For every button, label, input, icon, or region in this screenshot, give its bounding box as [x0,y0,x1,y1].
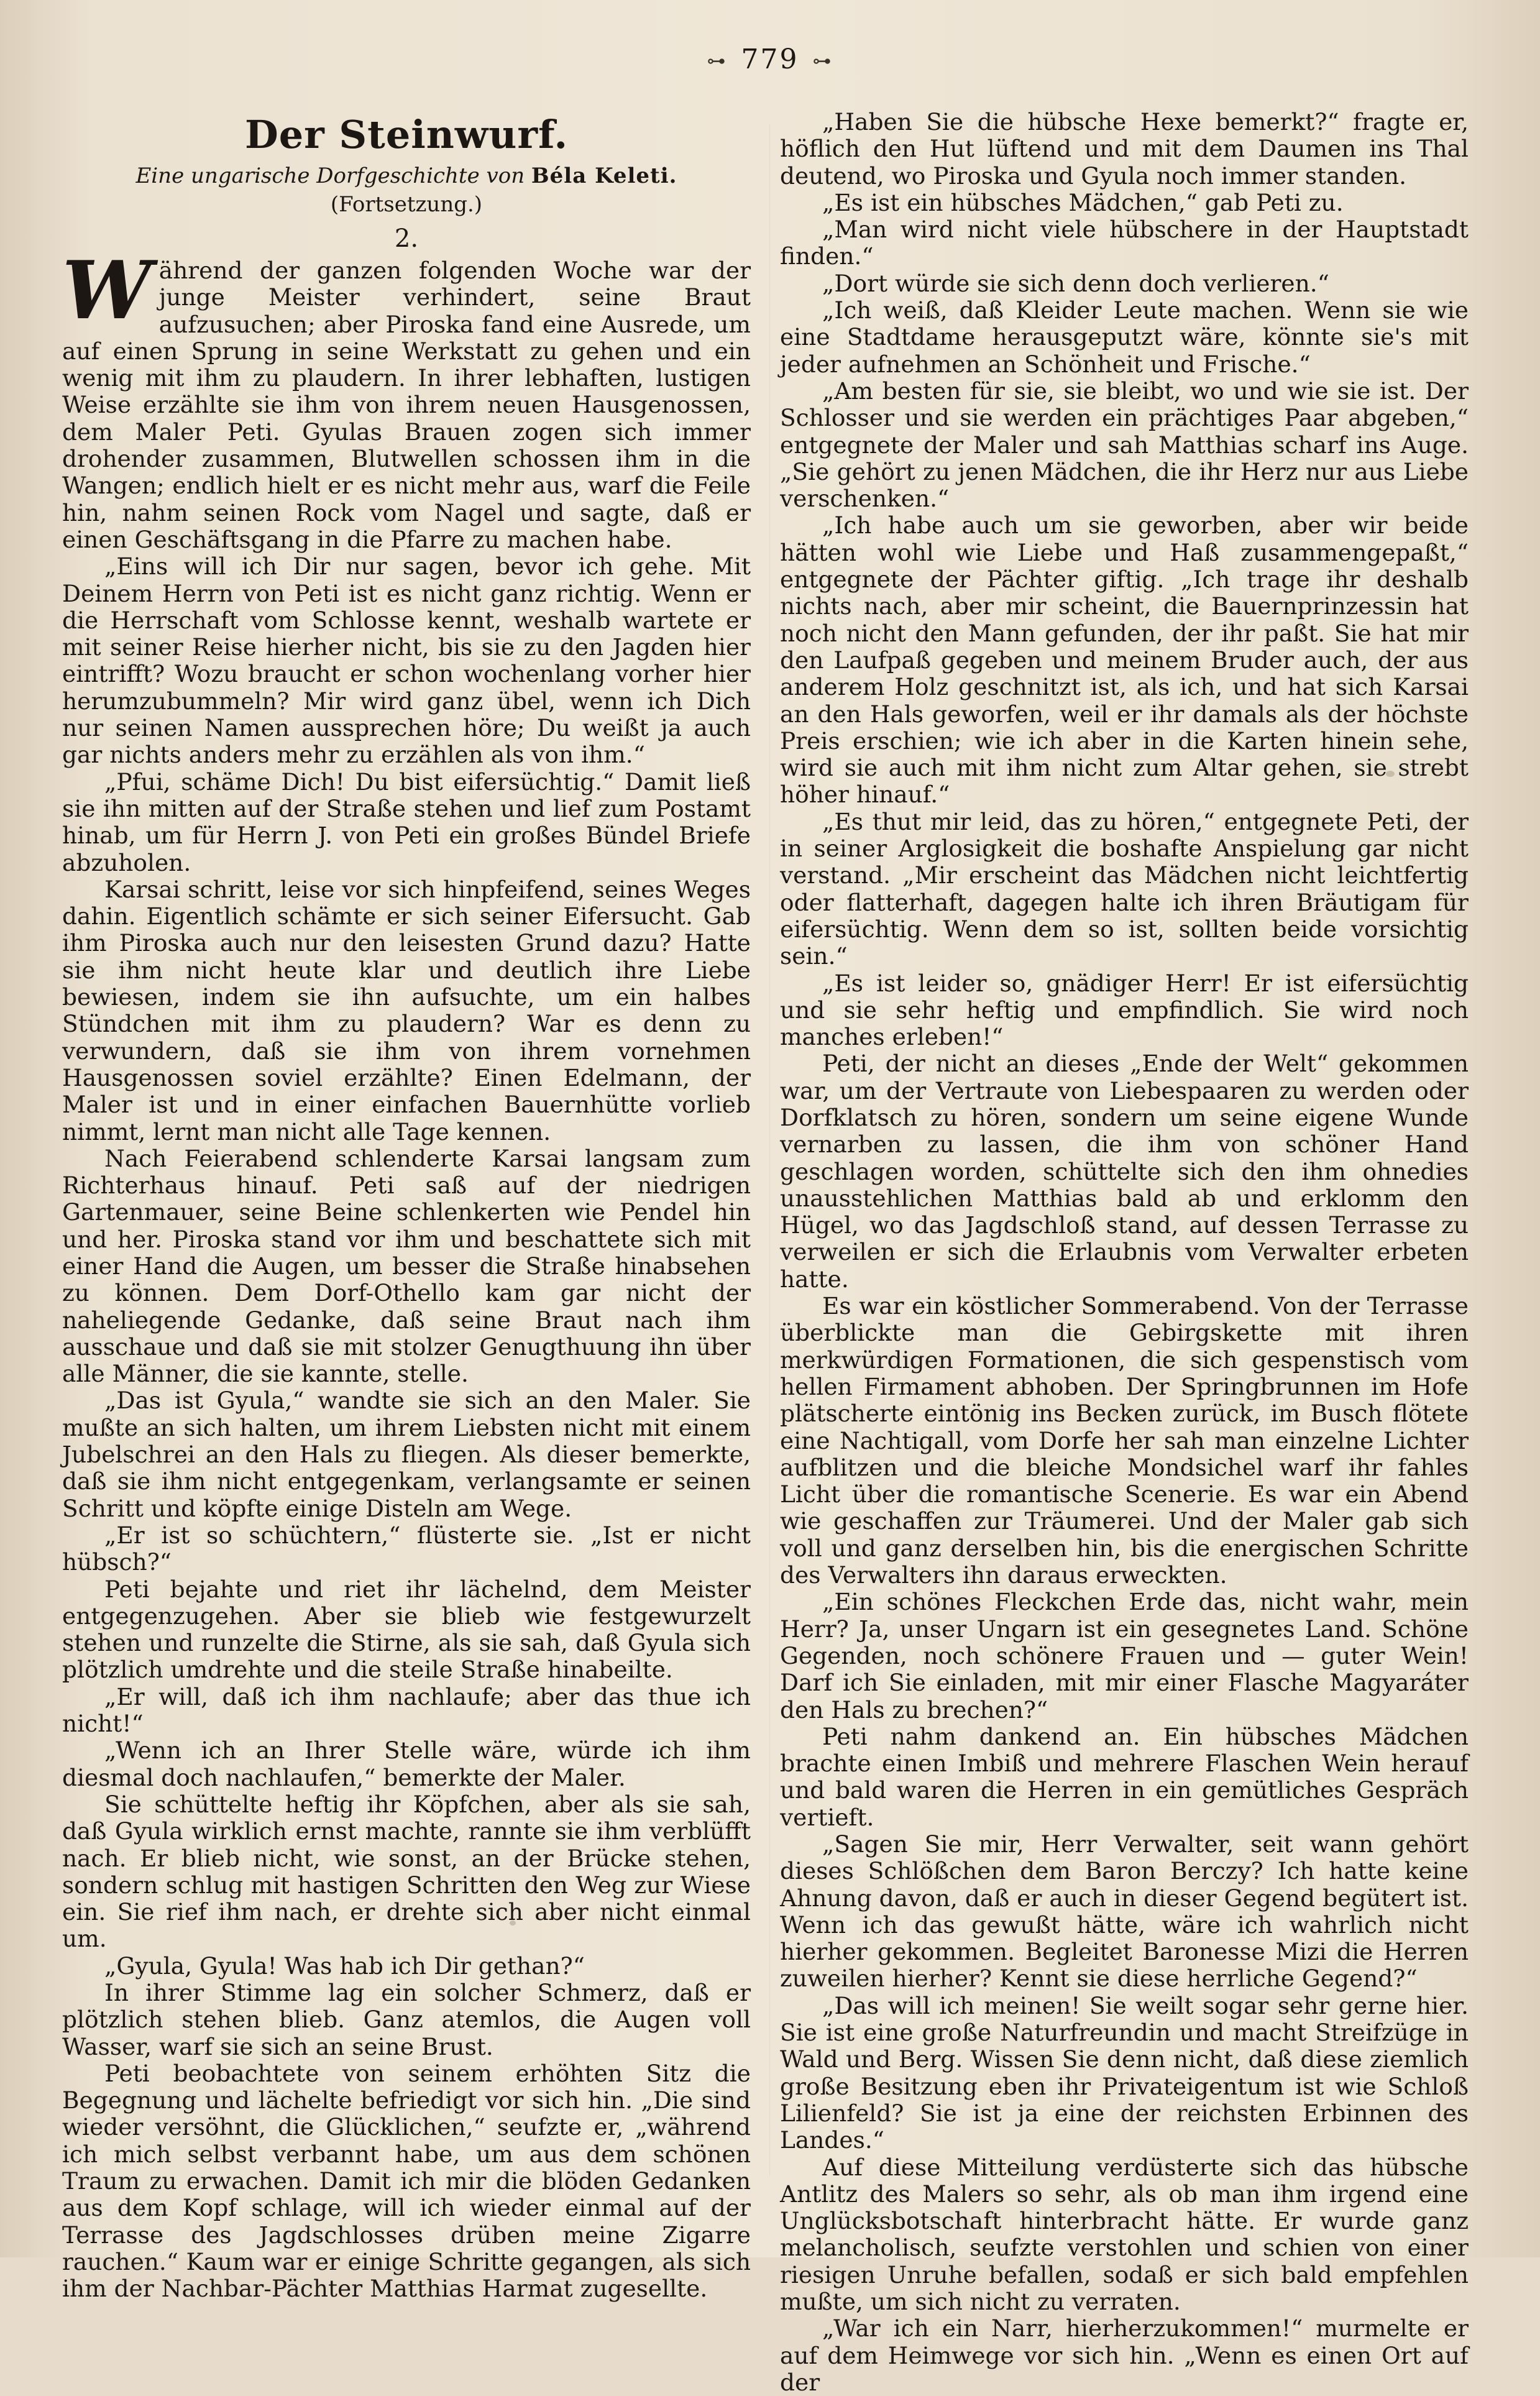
paragraph: „Das will ich meinen! Sie weilt sogar sehr gerne hier. Sie ist eine große Naturfreundin und macht Streifzüge in Wald und Berg. Wissen Sie denn nicht, daß diese ziemlich große Besitzung eben ihr Privateigentum ist wie Schloß Lilienfeld? Sie ist ja eine der reichsten Erbinnen des Landes.“ [780,1991,1469,2154]
paragraph: „Sagen Sie mir, Herr Verwalter, seit wann gehört dieses Schlößchen dem Baron Berczy? Ich hatte keine Ahnung davon, daß er auch in dieser Gegend begütert ist. Wenn ich das gewußt hätte, wäre ich wahrlich nicht hierher gekommen. Begleitet Baronesse Mizi die Herren zuweilen hierher? Kennt sie diese herrliche Gegend?“ [780,1830,1469,1993]
paragraph: Es war ein köstlicher Sommerabend. Von der Terrasse überblickte man die Gebirgskette mit ihren merkwürdigen Formationen, die sich gespenstisch vom hellen Firmament abhoben. Der Springbrunnen im Hofe plätscherte eintönig ins Becken zurück, im Busch flötete eine Nachtigall, vom Dorfe her sah man einzelne Lichter aufblitzen und die bleiche Mondsichel warf ihr fahles Licht über die romantische Scenerie. Es war ein Abend wie geschaffen zur Träumerei. Und der Maler gab sich voll und ganz derselben hin, bis die energischen Schritte des Verwalters ihn daraus erweckten. [780,1292,1469,1589]
paragraph: „War ich ein Narr, hierherzukommen!“ murmelte er auf dem Heimwege vor sich hin. „Wenn es einen Ort auf der [780,2315,1469,2396]
paragraph: „Es thut mir leid, das zu hören,“ entgegnete Peti, der in seiner Arglosigkeit die boshafte Anspielung gar nicht verstand. „Mir erscheint das Mädchen nicht leichtfertig oder flatterhaft, dagegen halte ich ihren Bräutigam für eifersüchtig. Wenn dem so ist, sollten beide vorsichtig sein.“ [780,807,1469,970]
page-number: 779 [741,44,799,75]
author-name: Béla Keleti. [531,163,677,188]
page-header [0,44,1540,75]
right-column [780,108,1469,2396]
paragraph: „Pfui, schäme Dich! Du bist eifersüchtig.“ Damit ließ sie ihn mitten auf der Straße stehen und lief zum Postamt hinab, um für Herrn J. von Peti ein großes Bündel Briefe abzuholen. [62,768,751,876]
paragraph: „Er ist so schüchtern,“ flüsterte sie. „Ist er nicht hübsch?“ [62,1521,751,1576]
paper-speck [510,1921,516,1926]
subtitle-prefix: Eine ungarische Dorfgeschichte von [135,163,525,188]
paragraph: Karsai schritt, leise vor sich hinpfeifend, seines Weges dahin. Eigentlich schämte er sich seiner Eifersucht. Gab ihm Piroska auch nur den leisesten Grund dazu? Hatte sie ihm nicht heute klar und deutlich ihre Liebe bewiesen, indem sie ihn aufsuchte, um ein halbes Stündchen mit ihm zu plaudern? War es denn zu verwundern, daß sie ihm von ihrem vornehmen Hausgenossen soviel erzählte? Einen Edelmann, der Maler ist und in einer einfachen Bauernhütte vorlieb nimmt, lernt man nicht alle Tage kennen. [62,875,751,1145]
paragraph: Peti bejahte und riet ihr lächelnd, dem Meister entgegenzugehen. Aber sie blieb wie festgewurzelt stehen und runzelte die Stirne, als sie sah, daß Gyula sich plötzlich umdrehte und die steile Straße hinabeilte. [62,1575,751,1684]
paragraph: Sie schüttelte heftig ihr Köpfchen, aber als sie sah, daß Gyula wirklich ernst machte, rannte sie ihm verblüfft nach. Er blieb nicht, wie sonst, an der Brücke stehen, sondern schlug mit hastigen Schritten den Weg zur Wiese ein. Sie rief ihm nach, er drehte sich aber nicht einmal um. [62,1790,751,1953]
drop-cap: W [62,244,152,337]
paragraph: „Am besten für sie, sie bleibt, wo und wie sie ist. Der Schlosser und sie werden ein prächtiges Paar abgeben,“ entgegnete der Maler und sah Matthias scharf ins Auge. „Sie gehört zu jenen Mädchen, die ihr Herz nur aus Liebe verschenken.“ [780,377,1469,513]
ornament-left: ⊶ [707,50,728,72]
paragraph: Peti beobachtete von seinem erhöhten Sitz die Begegnung und lächelte befriedigt vor sich hin. „Die sind wieder versöhnt, die Glücklichen,“ seufzte er, „während ich mich selbst verbannt habe, um aus dem schönen Traum zu erwachen. Damit ich mir die blöden Gedanken aus dem Kopf schlage, will ich wieder einmal auf der Terrasse des Jagdschlosses drüben meine Zigarre rauchen.“ Kaum war er einige Schritte gegangen, als sich ihm der Nachbar-Pächter Matthias Harmat zugesellte. [62,2059,751,2303]
paragraph: „Dort würde sie sich denn doch verlieren.“ [822,269,1329,297]
paragraph: Peti nahm dankend an. Ein hübsches Mädchen brachte einen Imbiß und mehrere Flaschen Wein herauf und bald waren die Herren in ein gemütliches Gespräch vertieft. [780,1722,1469,1831]
paragraph: „Ich weiß, daß Kleider Leute machen. Wenn sie wie eine Stadtdame herausgeputzt wäre, könnte sie's mit jeder aufnehmen an Schönheit und Frische.“ [780,296,1469,378]
paragraph: Während der ganzen folgenden Woche war der junge Meister verhindert, seine Braut aufzusuchen; aber Piroska fand eine Ausrede, um auf einen Sprung in seine Werkstatt zu gehen und ein wenig mit ihm zu plaudern. In ihrer lebhaften, lustigen Weise erzählte sie ihm von ihrem neuen Hausgenossen, dem Maler Peti. Gyulas Brauen zogen sich immer drohender zusammen, Blutwellen schossen ihm in die Wangen; endlich hielt er es nicht mehr aus, warf die Feile hin, nahm seinen Rock vom Nagel und sagte, daß er einen Geschäftsgang in die Pfarre zu machen habe. [62,244,751,553]
continuation-note: (Fortsetzung.) [330,192,483,217]
paragraph: „Wenn ich an Ihrer Stelle wäre, würde ich ihm diesmal doch nachlaufen,“ bemerkte der Maler. [62,1737,751,1791]
article-subtitle [62,162,751,190]
paragraph: „Gyula, Gyula! Was hab ich Dir gethan?“ [104,1952,585,1980]
paragraph: Peti, der nicht an dieses „Ende der Welt“ gekommen war, um der Vertraute von Liebespaaren zu werden oder Dorfklatsch zu hören, sondern um seine eigene Wunde vernarben zu lassen, die ihm von schöner Hand geschlagen worden, schüttelte sich den ihm ohnedies unausstehlichen Matthias bald ab und erklomm den Hügel, wo das Jagdschloß stand, auf dessen Terrasse zu verweilen er sich die Erlaubnis vom Verwalter erbeten hatte. [780,1050,1469,1293]
left-column [62,107,751,2303]
paragraph: „Man wird nicht viele hübschere in der Hauptstadt finden.“ [780,216,1469,270]
paragraph: „Ein schönes Fleckchen Erde das, nicht wahr, mein Herr? Ja, unser Ungarn ist ein gesegnetes Land. Schöne Gegenden, noch schönere Frauen und — guter Wein! Darf ich Sie einladen, mit mir einer Flasche Magyaráter den Hals zu brechen?“ [780,1588,1469,1724]
paper-speck [1112,1411,1117,1416]
paragraph: Nach Feierabend schlenderte Karsai langsam zum Richterhaus hinauf. Peti saß auf der niedrigen Gartenmauer, seine Beine schlenkerten wie Pendel hin und her. Piroska stand vor ihm und beschattete sich mit einer Hand die Augen, um besser die Straße hinabsehen zu können. Dem Dorf-Othello kam gar nicht der naheliegende Gedanke, daß seine Braut nach ihm ausschaue und daß sie mit stolzer Genugthuung ihn über alle Männer, die sie kannte, stelle. [62,1144,751,1388]
paper-speck [1386,771,1395,777]
paragraph: „Ich habe auch um sie geworben, aber wir beide hätten wohl wie Liebe und Haß zusammengepaßt,“ entgegnete der Pächter giftig. „Ich trage ihr deshalb nichts nach, aber mir scheint, die Bauernprinzessin hat noch nicht den Mann gefunden, der ihr paßt. Sie hat mir den Laufpaß gegeben und meinem Bruder auch, der aus anderem Holz geschnitzt ist, als ich, und hat sich Karsai an den Hals geworfen, weil er ihr damals als der höchste Preis erschien; wie ich aber in die Karten hinein sehe, wird sie auch mit ihm nicht zum Altar gehen, sie strebt höher hinauf.“ [780,512,1469,809]
paragraph: „Es ist ein hübsches Mädchen,“ gab Peti zu. [822,188,1344,216]
article-title: Der Steinwurf. [244,112,569,157]
paragraph: „Eins will ich Dir nur sagen, bevor ich gehe. Mit Deinem Herrn von Peti ist es nicht ganz richtig. Wenn er die Herrschaft vom Schlosse kennt, weshalb wartete er mit seiner Reise hierher nicht, bis sie zu den Jagden hier eintrifft? Wozu braucht er schon wochenlang vorher hier herumzubummeln? Mir wird ganz übel, wenn ich Dich nur seinen Namen aussprechen höre; Du weißt ja auch gar nichts anders mehr zu erzählen als von ihm.“ [62,553,751,769]
ornament-right: ⊶ [812,50,833,72]
paragraph: Auf diese Mitteilung verdüsterte sich das hübsche Antlitz des Malers so sehr, als ob man ihm irgend eine Unglücksbotschaft hinterbracht hätte. Er wurde ganz melancholisch, seufzte verstohlen und schien von einer riesigen Unruhe befallen, sodaß er sich bald empfehlen mußte, um sich nicht zu verraten. [780,2153,1469,2316]
paragraph: „Das ist Gyula,“ wandte sie sich an den Maler. Sie mußte an sich halten, um ihrem Liebsten nicht mit einem Jubelschrei an den Hals zu fliegen. Als dieser bemerkte, daß sie ihm nicht entgegenkam, verlangsamte er seinen Schritt und köpfte einige Disteln am Wege. [62,1387,751,1522]
paragraph: „Er will, daß ich ihm nachlaufe; aber das thue ich nicht!“ [62,1682,751,1738]
paragraph: „Haben Sie die hübsche Hexe bemerkt?“ fragte er, höflich den Hut lüftend und mit dem Daumen ins Thal deutend, wo Piroska und Gyula noch immer standen. [780,108,1469,190]
column-divider [769,124,770,2175]
paragraph: „Es ist leider so, gnädiger Herr! Er ist eifersüchtig und sie sehr heftig und empfindlich. Sie wird noch manches erleben!“ [780,969,1469,1051]
paragraph: In ihrer Stimme lag ein solcher Schmerz, daß er plötzlich stehen blieb. Ganz atemlos, die Augen voll Wasser, warf sie sich an seine Brust. [62,1979,751,2060]
chapter-number: 2. [394,224,419,253]
